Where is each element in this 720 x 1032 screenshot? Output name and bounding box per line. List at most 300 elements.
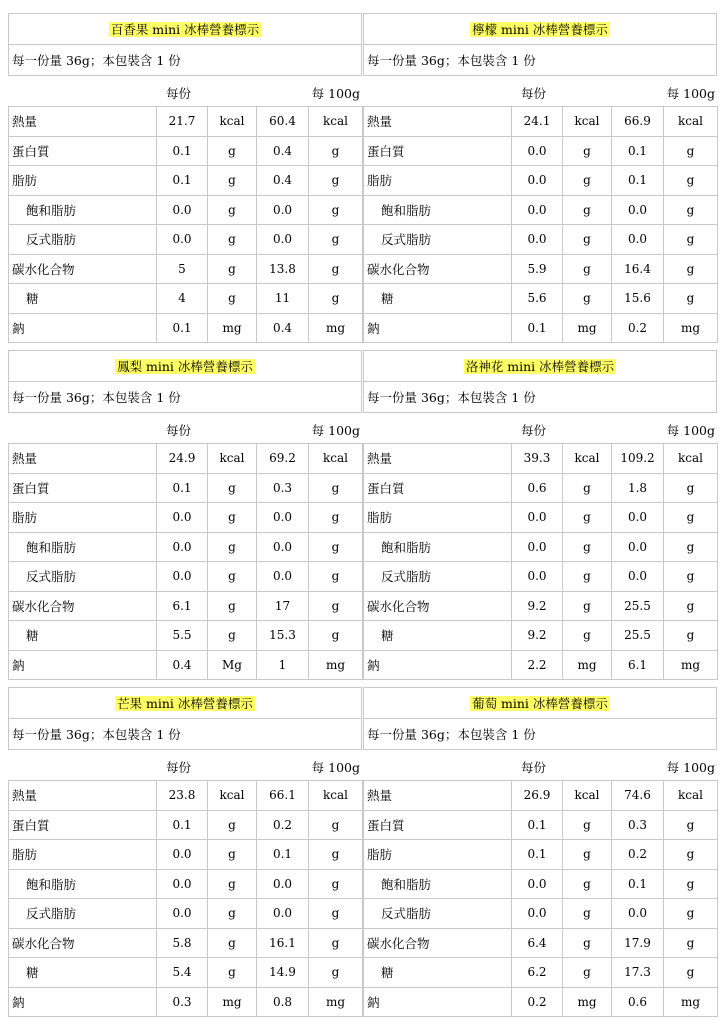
per-100g-unit: g [309, 166, 363, 196]
nutrient-label: 糖 [364, 958, 512, 988]
per-serving-unit: kcal [208, 444, 257, 474]
per-serving-value: 0.4 [157, 651, 208, 681]
per-100g-unit: kcal [309, 107, 363, 137]
per-100g-unit: kcal [664, 781, 718, 811]
per-serving-value: 0.1 [157, 314, 208, 344]
nutrition-table [8, 443, 363, 680]
per-100g-header: 每 100g [311, 760, 360, 775]
table-row [364, 562, 718, 592]
per-100g-value: 66.9 [612, 107, 664, 137]
per-serving-value: 0.0 [512, 137, 563, 167]
per-100g-value: 14.9 [257, 958, 309, 988]
per-serving-value: 0.1 [157, 811, 208, 841]
per-serving-unit: g [208, 899, 257, 929]
per-serving-unit: g [563, 284, 612, 314]
per-100g-unit: g [664, 899, 718, 929]
per-serving-unit: g [208, 958, 257, 988]
panel-title-row [364, 351, 716, 382]
nutrient-label: 脂肪 [9, 840, 157, 870]
per-100g-unit: g [309, 562, 363, 592]
nutrient-label: 脂肪 [9, 503, 157, 533]
per-serving-value: 0.0 [512, 562, 563, 592]
nutrition-panel [363, 687, 717, 1017]
nutrient-label: 糖 [9, 621, 157, 651]
nutrition-panel [363, 350, 717, 680]
table-row [364, 929, 718, 959]
per-serving-value: 0.0 [512, 870, 563, 900]
per-100g-unit: g [664, 196, 718, 226]
per-100g-value: 0.0 [257, 899, 309, 929]
nutrient-label: 飽和脂肪 [9, 870, 157, 900]
per-100g-value: 0.1 [612, 870, 664, 900]
panel-header [363, 350, 717, 413]
per-serving-value: 0.0 [157, 533, 208, 563]
per-serving-value: 5.6 [512, 284, 563, 314]
per-100g-value: 0.6 [612, 988, 664, 1018]
per-100g-unit: g [664, 137, 718, 167]
nutrient-label: 熱量 [364, 781, 512, 811]
per-100g-value: 0.0 [612, 503, 664, 533]
nutrient-label: 飽和脂肪 [364, 196, 512, 226]
per-100g-unit: g [309, 621, 363, 651]
per-serving-unit: g [563, 929, 612, 959]
nutrition-table [8, 780, 363, 1017]
per-100g-value: 0.0 [257, 196, 309, 226]
per-serving-unit: g [208, 592, 257, 622]
serving-info: 每一份量 36g；本包裝含 1 份 [9, 45, 361, 76]
table-row [364, 225, 718, 255]
per-serving-unit: kcal [563, 444, 612, 474]
per-100g-unit: g [309, 137, 363, 167]
nutrient-label: 糖 [9, 284, 157, 314]
per-serving-unit: mg [208, 314, 257, 344]
column-headers [8, 76, 362, 106]
table-row [9, 958, 363, 988]
panel-title-row [9, 14, 361, 45]
per-serving-value: 23.8 [157, 781, 208, 811]
per-100g-unit: g [664, 840, 718, 870]
nutrient-label: 鈉 [364, 314, 512, 344]
per-100g-unit: g [309, 592, 363, 622]
nutrition-table [363, 443, 718, 680]
per-100g-unit: mg [664, 988, 718, 1018]
per-serving-value: 9.2 [512, 621, 563, 651]
nutrient-label: 飽和脂肪 [9, 533, 157, 563]
per-serving-value: 0.1 [512, 811, 563, 841]
serving-info: 每一份量 36g；本包裝含 1 份 [364, 382, 716, 413]
per-100g-unit: g [664, 225, 718, 255]
table-row [364, 107, 718, 137]
nutrient-label: 碳水化合物 [9, 255, 157, 285]
per-100g-value: 0.1 [612, 137, 664, 167]
per-100g-value: 0.0 [257, 503, 309, 533]
nutrient-label: 碳水化合物 [9, 929, 157, 959]
table-row [364, 503, 718, 533]
per-serving-value: 39.3 [512, 444, 563, 474]
table-row [364, 474, 718, 504]
per-100g-value: 0.2 [257, 811, 309, 841]
table-row [9, 314, 363, 344]
per-serving-value: 5.4 [157, 958, 208, 988]
table-row [9, 592, 363, 622]
per-serving-value: 0.1 [157, 474, 208, 504]
per-serving-value: 0.0 [157, 225, 208, 255]
panel-title: 葡萄 mini 冰棒營養標示 [472, 695, 608, 711]
table-row [364, 284, 718, 314]
per-100g-value: 60.4 [257, 107, 309, 137]
nutrient-label: 鈉 [9, 988, 157, 1018]
per-serving-unit: g [208, 811, 257, 841]
table-row [9, 474, 363, 504]
per-100g-unit: g [664, 958, 718, 988]
per-100g-unit: g [309, 503, 363, 533]
nutrient-label: 蛋白質 [9, 811, 157, 841]
per-serving-value: 0.0 [512, 533, 563, 563]
per-100g-value: 25.5 [612, 621, 664, 651]
per-serving-unit: Mg [208, 651, 257, 681]
table-row [364, 533, 718, 563]
nutrient-label: 熱量 [9, 107, 157, 137]
table-row [9, 562, 363, 592]
per-100g-value: 11 [257, 284, 309, 314]
per-serving-value: 21.7 [157, 107, 208, 137]
per-100g-unit: g [309, 533, 363, 563]
per-100g-unit: g [664, 533, 718, 563]
table-row [364, 988, 718, 1018]
nutrient-label: 鈉 [9, 314, 157, 344]
nutrient-label: 熱量 [364, 444, 512, 474]
per-100g-value: 15.3 [257, 621, 309, 651]
per-100g-value: 0.8 [257, 988, 309, 1018]
table-row [9, 255, 363, 285]
per-serving-value: 0.6 [512, 474, 563, 504]
per-serving-unit: g [563, 899, 612, 929]
per-100g-value: 17 [257, 592, 309, 622]
per-100g-value: 0.0 [612, 225, 664, 255]
per-serving-value: 0.0 [157, 503, 208, 533]
panel-title: 鳳梨 mini 冰棒營養標示 [117, 358, 253, 374]
nutrient-label: 反式脂肪 [9, 225, 157, 255]
nutrition-panel [8, 13, 362, 343]
per-100g-value: 25.5 [612, 592, 664, 622]
per-100g-value: 15.6 [612, 284, 664, 314]
per-serving-value: 0.0 [157, 870, 208, 900]
per-100g-unit: mg [309, 988, 363, 1018]
per-serving-unit: g [563, 503, 612, 533]
per-100g-value: 69.2 [257, 444, 309, 474]
per-serving-value: 0.3 [157, 988, 208, 1018]
nutrient-label: 蛋白質 [364, 474, 512, 504]
per-serving-unit: g [563, 811, 612, 841]
per-serving-value: 0.1 [512, 314, 563, 344]
table-row [364, 314, 718, 344]
per-serving-unit: g [563, 621, 612, 651]
per-100g-unit: kcal [664, 444, 718, 474]
per-serving-value: 6.1 [157, 592, 208, 622]
per-serving-value: 5.8 [157, 929, 208, 959]
nutrient-label: 蛋白質 [364, 811, 512, 841]
per-100g-value: 0.2 [612, 840, 664, 870]
column-headers [8, 750, 362, 780]
per-serving-value: 0.0 [157, 840, 208, 870]
per-100g-unit: g [309, 811, 363, 841]
per-100g-value: 0.0 [612, 533, 664, 563]
table-row [9, 137, 363, 167]
table-row [364, 870, 718, 900]
panel-header [8, 687, 362, 750]
nutrient-label: 糖 [364, 284, 512, 314]
per-100g-value: 0.3 [612, 811, 664, 841]
table-row [9, 651, 363, 681]
per-serving-value: 2.2 [512, 651, 563, 681]
per-serving-unit: g [563, 870, 612, 900]
per-serving-unit: g [208, 503, 257, 533]
table-row [9, 811, 363, 841]
per-serving-value: 5.9 [512, 255, 563, 285]
per-serving-value: 0.0 [512, 196, 563, 226]
per-100g-value: 109.2 [612, 444, 664, 474]
serving-info: 每一份量 36g；本包裝含 1 份 [9, 382, 361, 413]
per-100g-value: 0.4 [257, 166, 309, 196]
panel-title: 檸檬 mini 冰棒營養標示 [472, 21, 608, 37]
per-100g-header: 每 100g [311, 423, 360, 438]
table-row [9, 870, 363, 900]
per-100g-unit: g [664, 255, 718, 285]
per-100g-unit: g [664, 503, 718, 533]
per-100g-unit: g [664, 166, 718, 196]
per-100g-unit: kcal [309, 444, 363, 474]
nutrient-label: 熱量 [364, 107, 512, 137]
per-100g-header: 每 100g [666, 760, 715, 775]
per-100g-unit: kcal [664, 107, 718, 137]
table-row [9, 781, 363, 811]
table-row [364, 444, 718, 474]
per-100g-value: 0.0 [257, 870, 309, 900]
nutrient-label: 熱量 [9, 781, 157, 811]
per-100g-value: 17.9 [612, 929, 664, 959]
nutrient-label: 蛋白質 [9, 474, 157, 504]
per-serving-unit: g [563, 196, 612, 226]
panel-title: 洛神花 mini 冰棒營養標示 [465, 358, 615, 374]
table-row [9, 284, 363, 314]
per-serving-header: 每份 [166, 760, 192, 775]
table-row [364, 592, 718, 622]
per-serving-value: 26.9 [512, 781, 563, 811]
per-100g-unit: g [309, 899, 363, 929]
per-serving-unit: g [563, 137, 612, 167]
per-serving-unit: mg [563, 988, 612, 1018]
per-serving-unit: g [563, 592, 612, 622]
panel-title-row [9, 351, 361, 382]
nutrition-panel [8, 687, 362, 1017]
per-100g-unit: g [309, 958, 363, 988]
nutrient-label: 蛋白質 [364, 137, 512, 167]
column-headers [8, 413, 362, 443]
per-serving-unit: g [208, 166, 257, 196]
per-100g-value: 0.1 [612, 166, 664, 196]
per-serving-unit: g [208, 562, 257, 592]
nutrient-label: 反式脂肪 [364, 562, 512, 592]
per-100g-unit: g [664, 284, 718, 314]
per-100g-unit: g [309, 196, 363, 226]
per-serving-unit: g [563, 958, 612, 988]
table-row [364, 840, 718, 870]
nutrient-label: 脂肪 [364, 166, 512, 196]
per-serving-value: 0.1 [157, 137, 208, 167]
per-100g-value: 0.0 [612, 196, 664, 226]
table-row [364, 958, 718, 988]
per-100g-unit: mg [309, 314, 363, 344]
nutrient-label: 脂肪 [364, 840, 512, 870]
per-100g-value: 16.1 [257, 929, 309, 959]
per-100g-unit: g [309, 840, 363, 870]
per-serving-value: 0.1 [512, 840, 563, 870]
per-serving-unit: g [208, 137, 257, 167]
per-serving-value: 0.0 [512, 899, 563, 929]
per-serving-unit: g [563, 255, 612, 285]
panel-title-row [364, 688, 716, 719]
per-100g-unit: kcal [309, 781, 363, 811]
per-serving-unit: kcal [208, 781, 257, 811]
table-row [364, 196, 718, 226]
per-serving-header: 每份 [166, 86, 192, 101]
table-row [9, 196, 363, 226]
per-100g-value: 1 [257, 651, 309, 681]
per-serving-unit: g [563, 225, 612, 255]
per-100g-value: 0.4 [257, 314, 309, 344]
per-100g-unit: g [664, 474, 718, 504]
per-100g-unit: g [664, 592, 718, 622]
per-serving-unit: g [563, 562, 612, 592]
table-row [9, 225, 363, 255]
per-100g-value: 0.0 [257, 562, 309, 592]
table-row [9, 166, 363, 196]
per-100g-value: 16.4 [612, 255, 664, 285]
per-100g-unit: g [309, 474, 363, 504]
per-serving-unit: g [208, 840, 257, 870]
table-row [364, 621, 718, 651]
per-serving-value: 0.2 [512, 988, 563, 1018]
nutrient-label: 反式脂肪 [364, 225, 512, 255]
column-headers [363, 413, 717, 443]
table-row [9, 840, 363, 870]
nutrient-label: 鈉 [9, 651, 157, 681]
per-serving-unit: kcal [208, 107, 257, 137]
nutrition-table [363, 780, 718, 1017]
per-100g-value: 0.0 [612, 899, 664, 929]
nutrient-label: 糖 [9, 958, 157, 988]
panel-title-row [9, 688, 361, 719]
table-row [364, 137, 718, 167]
per-serving-unit: g [208, 533, 257, 563]
per-serving-value: 0.0 [157, 899, 208, 929]
per-serving-value: 0.0 [157, 562, 208, 592]
nutrient-label: 碳水化合物 [364, 929, 512, 959]
per-serving-value: 6.2 [512, 958, 563, 988]
per-serving-unit: kcal [563, 781, 612, 811]
per-100g-value: 13.8 [257, 255, 309, 285]
per-serving-unit: g [208, 196, 257, 226]
nutrient-label: 飽和脂肪 [9, 196, 157, 226]
per-100g-value: 0.0 [257, 225, 309, 255]
per-serving-value: 0.0 [512, 503, 563, 533]
table-row [364, 811, 718, 841]
panel-title: 百香果 mini 冰棒營養標示 [110, 21, 260, 37]
panel-header [8, 350, 362, 413]
panel-header [363, 687, 717, 750]
per-serving-value: 24.1 [512, 107, 563, 137]
nutrient-label: 熱量 [9, 444, 157, 474]
per-serving-value: 0.0 [157, 196, 208, 226]
per-100g-unit: g [664, 870, 718, 900]
per-100g-unit: mg [664, 651, 718, 681]
per-100g-value: 0.4 [257, 137, 309, 167]
nutrient-label: 碳水化合物 [364, 592, 512, 622]
per-serving-unit: g [208, 870, 257, 900]
per-serving-unit: g [208, 225, 257, 255]
per-100g-unit: g [664, 811, 718, 841]
per-100g-value: 0.1 [257, 840, 309, 870]
table-row [364, 651, 718, 681]
per-serving-value: 0.0 [512, 166, 563, 196]
table-row [9, 503, 363, 533]
per-serving-unit: g [208, 255, 257, 285]
nutrition-table [363, 106, 718, 343]
table-row [9, 107, 363, 137]
table-row [364, 255, 718, 285]
column-headers [363, 750, 717, 780]
nutrient-label: 飽和脂肪 [364, 870, 512, 900]
panel-title-row [364, 14, 716, 45]
nutrient-label: 脂肪 [9, 166, 157, 196]
nutrient-label: 糖 [364, 621, 512, 651]
per-serving-value: 6.4 [512, 929, 563, 959]
per-serving-value: 24.9 [157, 444, 208, 474]
per-100g-unit: g [309, 255, 363, 285]
per-serving-value: 0.0 [512, 225, 563, 255]
table-row [364, 781, 718, 811]
per-serving-header: 每份 [521, 86, 547, 101]
per-serving-value: 4 [157, 284, 208, 314]
per-100g-value: 6.1 [612, 651, 664, 681]
per-100g-unit: g [309, 225, 363, 255]
table-row [9, 988, 363, 1018]
per-serving-unit: g [208, 929, 257, 959]
per-100g-unit: g [309, 929, 363, 959]
per-100g-unit: g [309, 284, 363, 314]
per-100g-value: 0.0 [612, 562, 664, 592]
per-serving-header: 每份 [166, 423, 192, 438]
per-serving-unit: g [563, 166, 612, 196]
panel-title: 芒果 mini 冰棒營養標示 [117, 695, 253, 711]
per-100g-value: 0.3 [257, 474, 309, 504]
per-serving-unit: g [563, 840, 612, 870]
per-100g-unit: g [309, 870, 363, 900]
per-serving-unit: mg [563, 651, 612, 681]
per-100g-unit: g [664, 562, 718, 592]
nutrient-label: 飽和脂肪 [364, 533, 512, 563]
nutrition-panel [8, 350, 362, 680]
table-row [364, 166, 718, 196]
serving-info: 每一份量 36g；本包裝含 1 份 [9, 719, 361, 750]
per-100g-value: 17.3 [612, 958, 664, 988]
nutrient-label: 鈉 [364, 988, 512, 1018]
per-100g-value: 0.2 [612, 314, 664, 344]
per-100g-unit: g [664, 621, 718, 651]
per-100g-value: 66.1 [257, 781, 309, 811]
per-100g-unit: mg [664, 314, 718, 344]
per-serving-value: 9.2 [512, 592, 563, 622]
